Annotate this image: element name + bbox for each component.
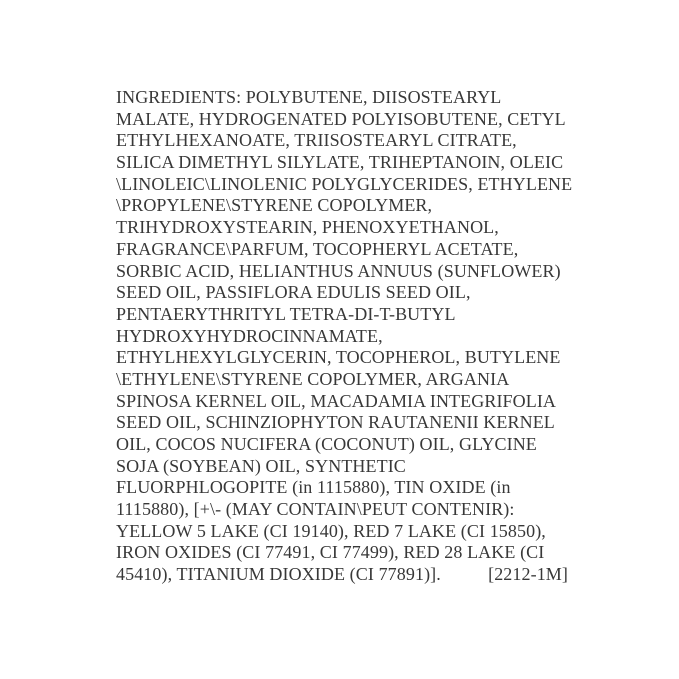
- ingredients-label: [116, 87, 573, 586]
- ingredients-line: SOJA (SOYBEAN) OIL, SYNTHETIC: [116, 455, 406, 476]
- ingredients-line: HYDROXYHYDROCINNAMATE,: [116, 325, 383, 346]
- ingredients-line: \PROPYLENE\STYRENE COPOLYMER,: [116, 195, 433, 216]
- ingredients-line: SILICA DIMETHYL SILYLATE, TRIHEPTANOIN, OLEIC: [116, 152, 564, 173]
- ingredients-line: MALATE, HYDROGENATED POLYISOBUTENE, CETYL: [116, 108, 566, 129]
- ingredients-line: YELLOW 5 LAKE (CI 19140), RED 7 LAKE (CI 15850),: [116, 520, 546, 541]
- ingredients-line: 1115880), [+\- (MAY CONTAIN\PEUT CONTENIR):: [116, 499, 515, 520]
- ingredients-last-line: [116, 564, 568, 586]
- ingredients-line: SEED OIL, SCHINZIOPHYTON RAUTANENII KERNEL: [116, 412, 555, 433]
- ingredients-line: \LINOLEIC\LINOLENIC POLYGLYCERIDES, ETHYLENE: [116, 173, 573, 194]
- ingredients-line: SPINOSA KERNEL OIL, MACADAMIA INTEGRIFOLIA: [116, 390, 557, 411]
- batch-code: [2212-1M]: [488, 564, 568, 585]
- ingredients-line: SEED OIL, PASSIFLORA EDULIS SEED OIL,: [116, 282, 471, 303]
- ingredients-line: TRIHYDROXYSTEARIN, PHENOXYETHANOL,: [116, 217, 499, 238]
- ingredients-line: \ETHYLENE\STYRENE COPOLYMER, ARGANIA: [116, 368, 510, 389]
- ingredients-line: ETHYLHEXANOATE, TRIISOSTEARYL CITRATE,: [116, 130, 517, 151]
- ingredients-line-text: 45410), TITANIUM DIOXIDE (CI 77891)].: [116, 564, 441, 585]
- ingredients-line: OIL, COCOS NUCIFERA (COCONUT) OIL, GLYCINE: [116, 434, 537, 454]
- ingredients-line: FLUORPHLOGOPITE (in 1115880), TIN OXIDE (in: [116, 477, 511, 498]
- ingredients-line: INGREDIENTS: POLYBUTENE, DIISOSTEARYL: [116, 87, 502, 107]
- ingredients-line: IRON OXIDES (CI 77491, CI 77499), RED 28 LAKE (CI: [116, 542, 545, 563]
- ingredients-line: FRAGRANCE\PARFUM, TOCOPHERYL ACETATE,: [116, 238, 519, 259]
- ingredients-line: ETHYLHEXYLGLYCERIN, TOCOPHEROL, BUTYLENE: [116, 347, 561, 368]
- ingredients-line: SORBIC ACID, HELIANTHUS ANNUUS (SUNFLOWER): [116, 260, 561, 281]
- ingredients-line: PENTAERYTHRITYL TETRA-DI-T-BUTYL: [116, 303, 456, 324]
